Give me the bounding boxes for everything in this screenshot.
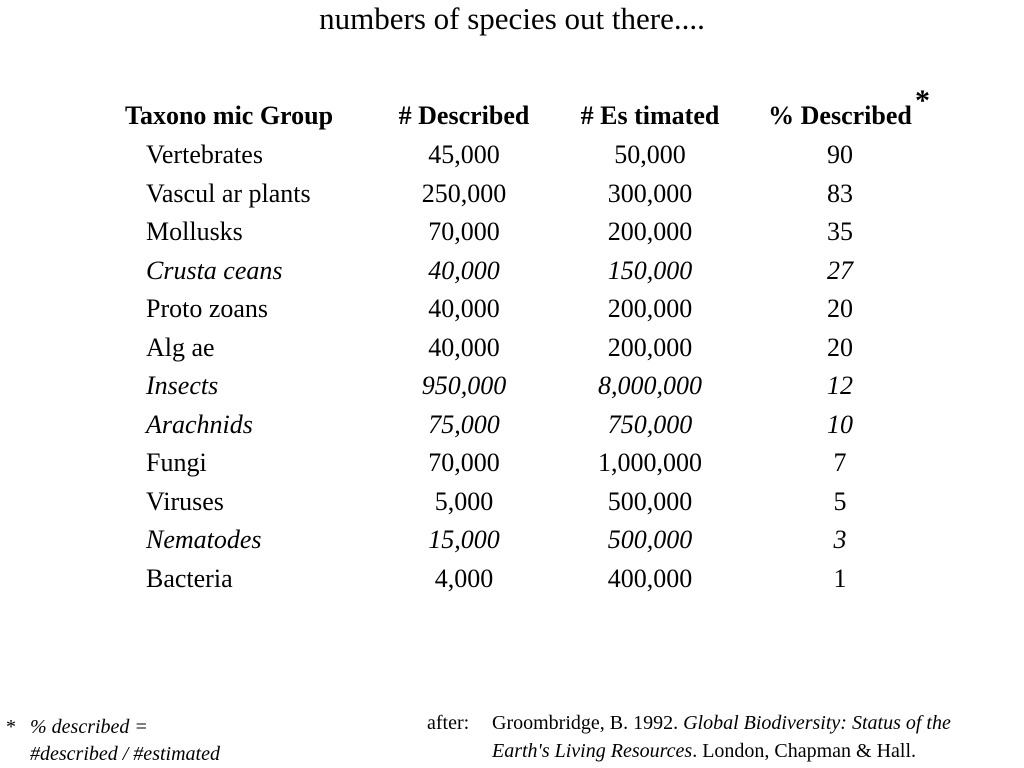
citation-line-2 [492, 737, 951, 765]
citation-title-part-2: Earth's Living Resources [492, 740, 693, 762]
species-table [0, 84, 1024, 598]
table-row [0, 406, 1024, 445]
cell-estimated: 750,000 [607, 409, 693, 439]
cell-estimated: 300,000 [607, 178, 693, 208]
header-percent-described: % Described [768, 101, 912, 130]
cell-taxonomic-group: Mollusks [146, 217, 243, 246]
cell-taxonomic-group: Vascul ar plants [146, 178, 311, 208]
cell-described: 40,000 [428, 294, 500, 323]
cell-taxonomic-group: Bacteria [146, 563, 233, 593]
cell-estimated: 500,000 [607, 525, 693, 554]
header-footnote-marker: * [915, 84, 930, 117]
table-row [0, 483, 1024, 522]
header-described: # Described [398, 101, 530, 130]
cell-estimated: 150,000 [607, 255, 693, 285]
cell-percent-described: 20 [827, 294, 853, 323]
footnote-line-2: #described / #estimated [30, 743, 220, 765]
cell-percent-described: 90 [827, 140, 853, 169]
cell-described: 70,000 [428, 217, 500, 246]
cell-percent-described: 5 [833, 486, 847, 516]
cell-taxonomic-group: Viruses [146, 486, 224, 516]
cell-taxonomic-group: Proto zoans [146, 294, 269, 323]
cell-estimated: 50,000 [614, 140, 686, 169]
cell-percent-described: 27 [827, 255, 853, 285]
citation-title-part-1: Global Biodiversity: Status of the [683, 712, 951, 734]
cell-described: 40,000 [428, 255, 500, 285]
table-row [0, 213, 1024, 252]
cell-described: 15,000 [428, 525, 500, 554]
table-row [0, 521, 1024, 560]
cell-estimated: 1,000,000 [598, 448, 702, 477]
cell-taxonomic-group: Crusta ceans [146, 255, 283, 285]
header-taxonomic-group: Taxono mic Group [125, 101, 334, 130]
table-header [0, 84, 1024, 136]
cell-taxonomic-group: Fungi [146, 448, 207, 477]
table-row [0, 367, 1024, 406]
cell-percent-described: 3 [833, 525, 847, 554]
table-row [0, 444, 1024, 483]
cell-described: 950,000 [421, 371, 507, 400]
cell-percent-described: 10 [827, 409, 853, 439]
cell-taxonomic-group: Arachnids [146, 409, 253, 439]
table-body [0, 136, 1024, 598]
cell-described: 75,000 [428, 409, 500, 439]
cell-percent-described: 12 [827, 371, 853, 400]
footnote-marker: * [6, 716, 16, 738]
cell-percent-described: 7 [833, 448, 847, 477]
citation-publisher: . London, Chapman & Hall. [692, 740, 917, 762]
cell-percent-described: 83 [827, 178, 853, 208]
cell-percent-described: 35 [827, 217, 853, 246]
cell-described: 250,000 [421, 178, 507, 208]
cell-described: 5,000 [434, 486, 494, 516]
cell-described: 4,000 [434, 563, 494, 593]
footnote-line-1: % described = [30, 716, 148, 738]
cell-percent-described: 1 [833, 563, 847, 593]
cell-taxonomic-group: Nematodes [146, 525, 262, 554]
cell-taxonomic-group: Vertebrates [146, 140, 263, 169]
cell-estimated: 200,000 [607, 217, 693, 246]
cell-estimated: 200,000 [607, 294, 693, 323]
cell-described: 40,000 [428, 332, 500, 362]
cell-estimated: 8,000,000 [598, 371, 702, 400]
citation-line-1 [492, 709, 951, 737]
table-row [0, 290, 1024, 329]
header-estimated: # Es timated [580, 101, 720, 130]
table-row [0, 560, 1024, 599]
cell-estimated: 500,000 [607, 486, 693, 516]
table-row [0, 252, 1024, 291]
cell-estimated: 400,000 [607, 563, 693, 593]
cell-taxonomic-group: Alg ae [146, 332, 215, 362]
cell-described: 70,000 [428, 448, 500, 477]
table-row [0, 175, 1024, 214]
page-title: numbers of species out there.... [319, 1, 705, 36]
table-row [0, 329, 1024, 368]
cell-taxonomic-group: Insects [146, 371, 219, 400]
citation-author-year: Groombridge, B. 1992. [492, 712, 684, 734]
cell-estimated: 200,000 [607, 332, 693, 362]
cell-percent-described: 20 [827, 332, 853, 362]
table-row [0, 136, 1024, 175]
source-prefix: after: [427, 712, 470, 734]
cell-described: 45,000 [428, 140, 500, 169]
